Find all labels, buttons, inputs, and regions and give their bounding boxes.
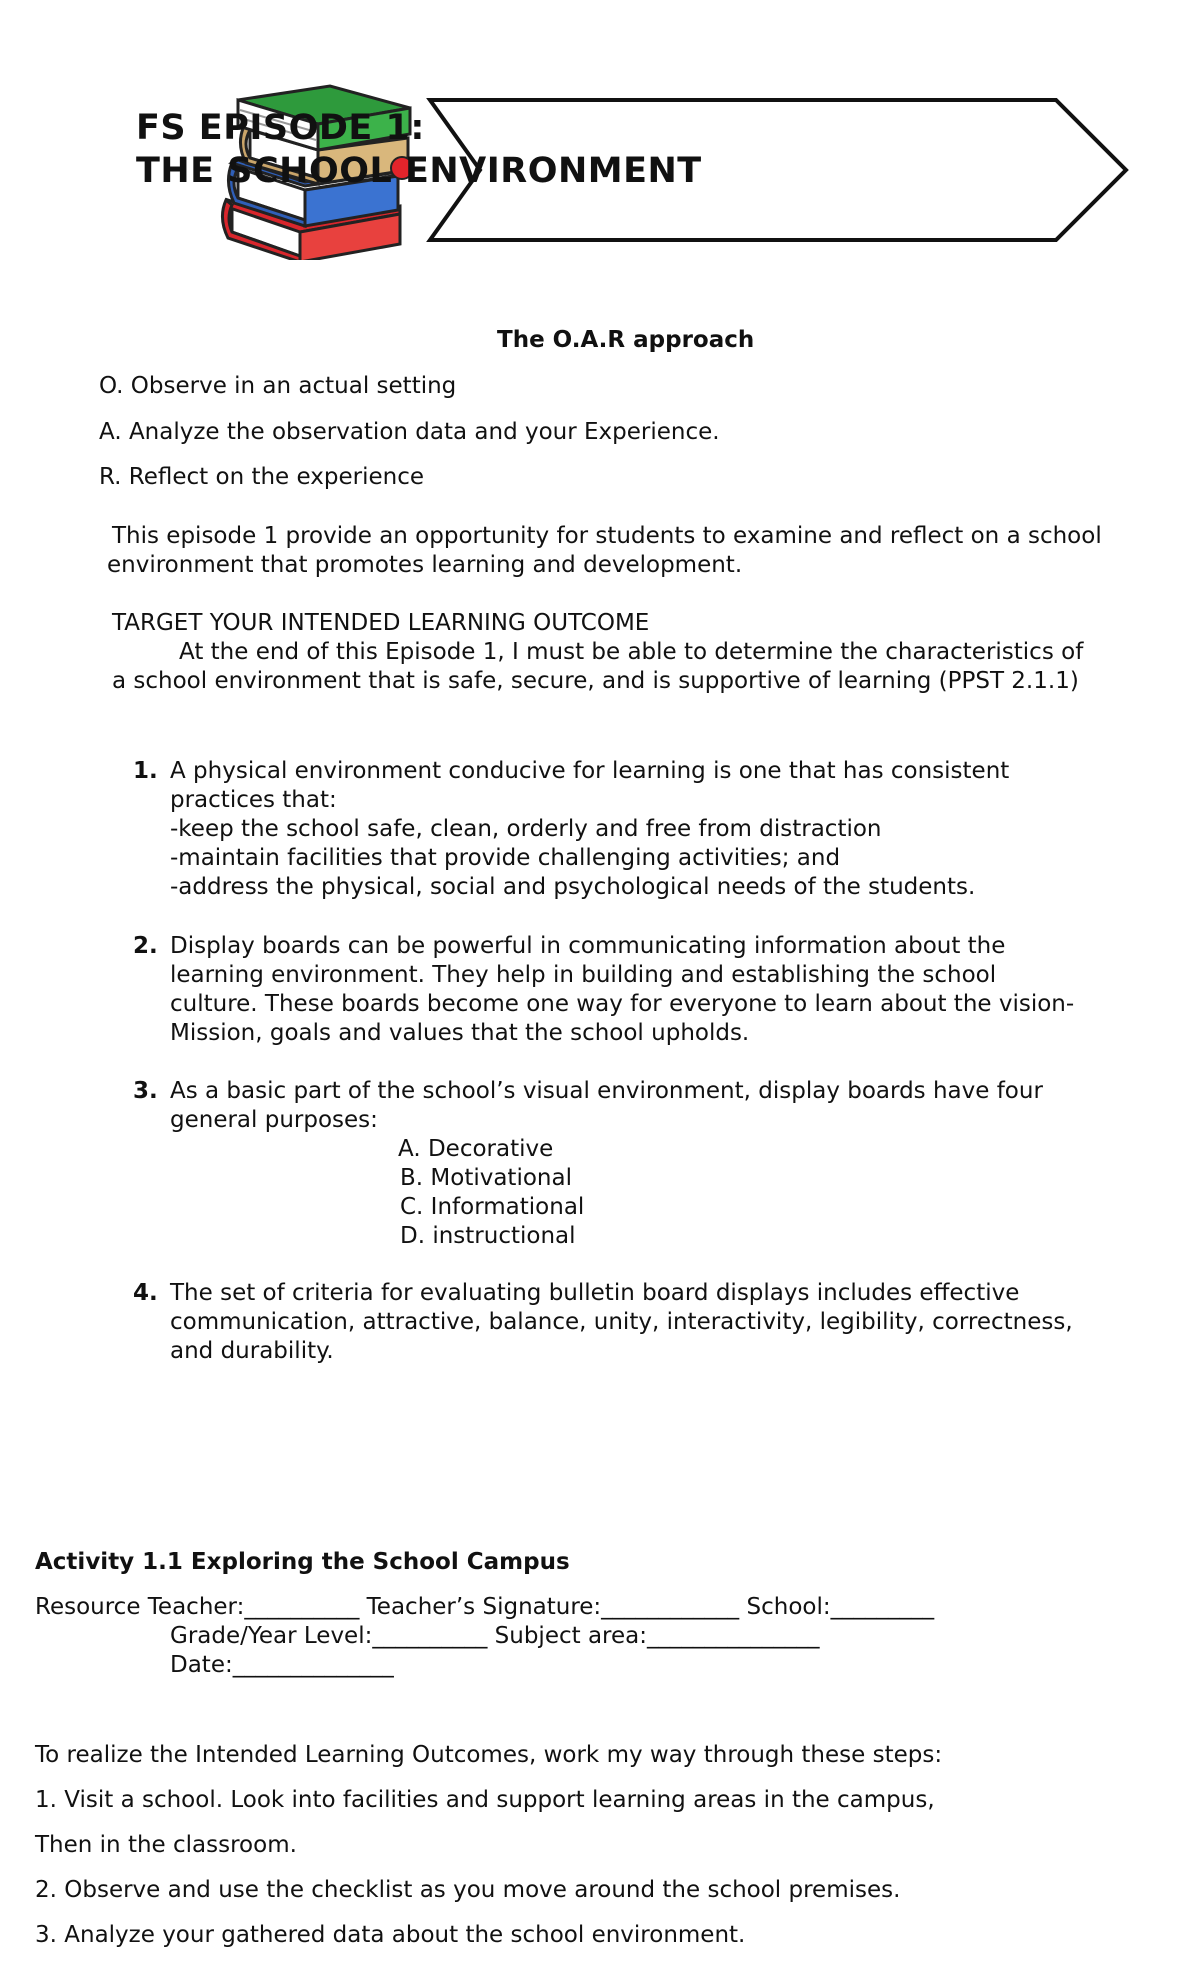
purpose-instructional: D. instructional [400,1223,576,1249]
item-line: Mission, goals and values that the school upholds. [170,1020,750,1046]
target-line-1: At the end of this Episode 1, I must be able to determine the characteristics of [179,639,1084,665]
item-number: 2. [133,933,158,959]
oar-item-reflect: R. Reflect on the experience [99,464,424,490]
item-line: Display boards can be powerful in communicating information about the [170,933,1006,959]
numbered-item-4 [133,1279,1123,1366]
intro-line-1: This episode 1 provide an opportunity for students to examine and reflect on a school [112,523,1102,549]
item-line: learning environment. They help in building and establishing the school [170,962,997,988]
item-line: -maintain facilities that provide challenging activities; and [170,845,841,871]
activity-heading: Activity 1.1 Exploring the School Campus [35,1549,570,1575]
oar-item-analyze: A. Analyze the observation data and your Experience. [99,419,720,445]
numbered-item-1 [133,757,1123,902]
target-line-2: a school environment that is safe, secure, and is supportive of learning (PPST 2.1.1) [112,668,1079,694]
item-line: practices that: [170,787,337,813]
item-line: culture. These boards become one way for everyone to learn about the vision- [170,991,1075,1017]
item-line: -address the physical, social and psychological needs of the students. [170,874,976,900]
oar-heading: The O.A.R approach [497,327,755,353]
episode-subtitle: THE SCHOOL ENVIRONMENT [136,151,702,191]
item-line: The set of criteria for evaluating bulletin board displays includes effective [170,1280,1020,1306]
numbered-item-2 [133,932,1123,1048]
step-3: 3. Analyze your gathered data about the school environment. [35,1922,746,1948]
form-line-date: Date:______________ [170,1652,394,1678]
numbered-item-3 [133,1077,1123,1135]
intro-line-2: environment that promotes learning and development. [107,552,743,578]
purpose-motivational: B. Motivational [400,1165,572,1191]
item-number: 3. [133,1078,158,1104]
item-line: general purposes: [170,1107,378,1133]
purpose-decorative: A. Decorative [398,1136,554,1162]
form-line-resource-teacher: Resource Teacher:__________ Teacher’s Signature:____________ School:_________ [35,1594,935,1620]
step-1-continued: Then in the classroom. [35,1832,297,1858]
step-1: 1. Visit a school. Look into facilities and support learning areas in the campus, [35,1787,935,1813]
target-heading: TARGET YOUR INTENDED LEARNING OUTCOME [112,610,650,636]
item-line: -keep the school safe, clean, orderly and free from distraction [170,816,882,842]
item-line: and durability. [170,1338,334,1364]
item-line: A physical environment conducive for learning is one that has consistent [170,758,1010,784]
item-line: As a basic part of the school’s visual environment, display boards have four [170,1078,1043,1104]
episode-title: FS EPISODE 1: [136,108,425,148]
oar-item-observe: O. Observe in an actual setting [99,373,457,399]
form-line-grade-level: Grade/Year Level:__________ Subject area:_______________ [170,1623,820,1649]
item-line: communication, attractive, balance, unity, interactivity, legibility, correctness, [170,1309,1073,1335]
step-2: 2. Observe and use the checklist as you move around the school premises. [35,1877,901,1903]
item-number: 1. [133,758,158,784]
purpose-informational: C. Informational [400,1194,585,1220]
item-number: 4. [133,1280,158,1306]
steps-intro: To realize the Intended Learning Outcomes, work my way through these steps: [35,1742,943,1768]
